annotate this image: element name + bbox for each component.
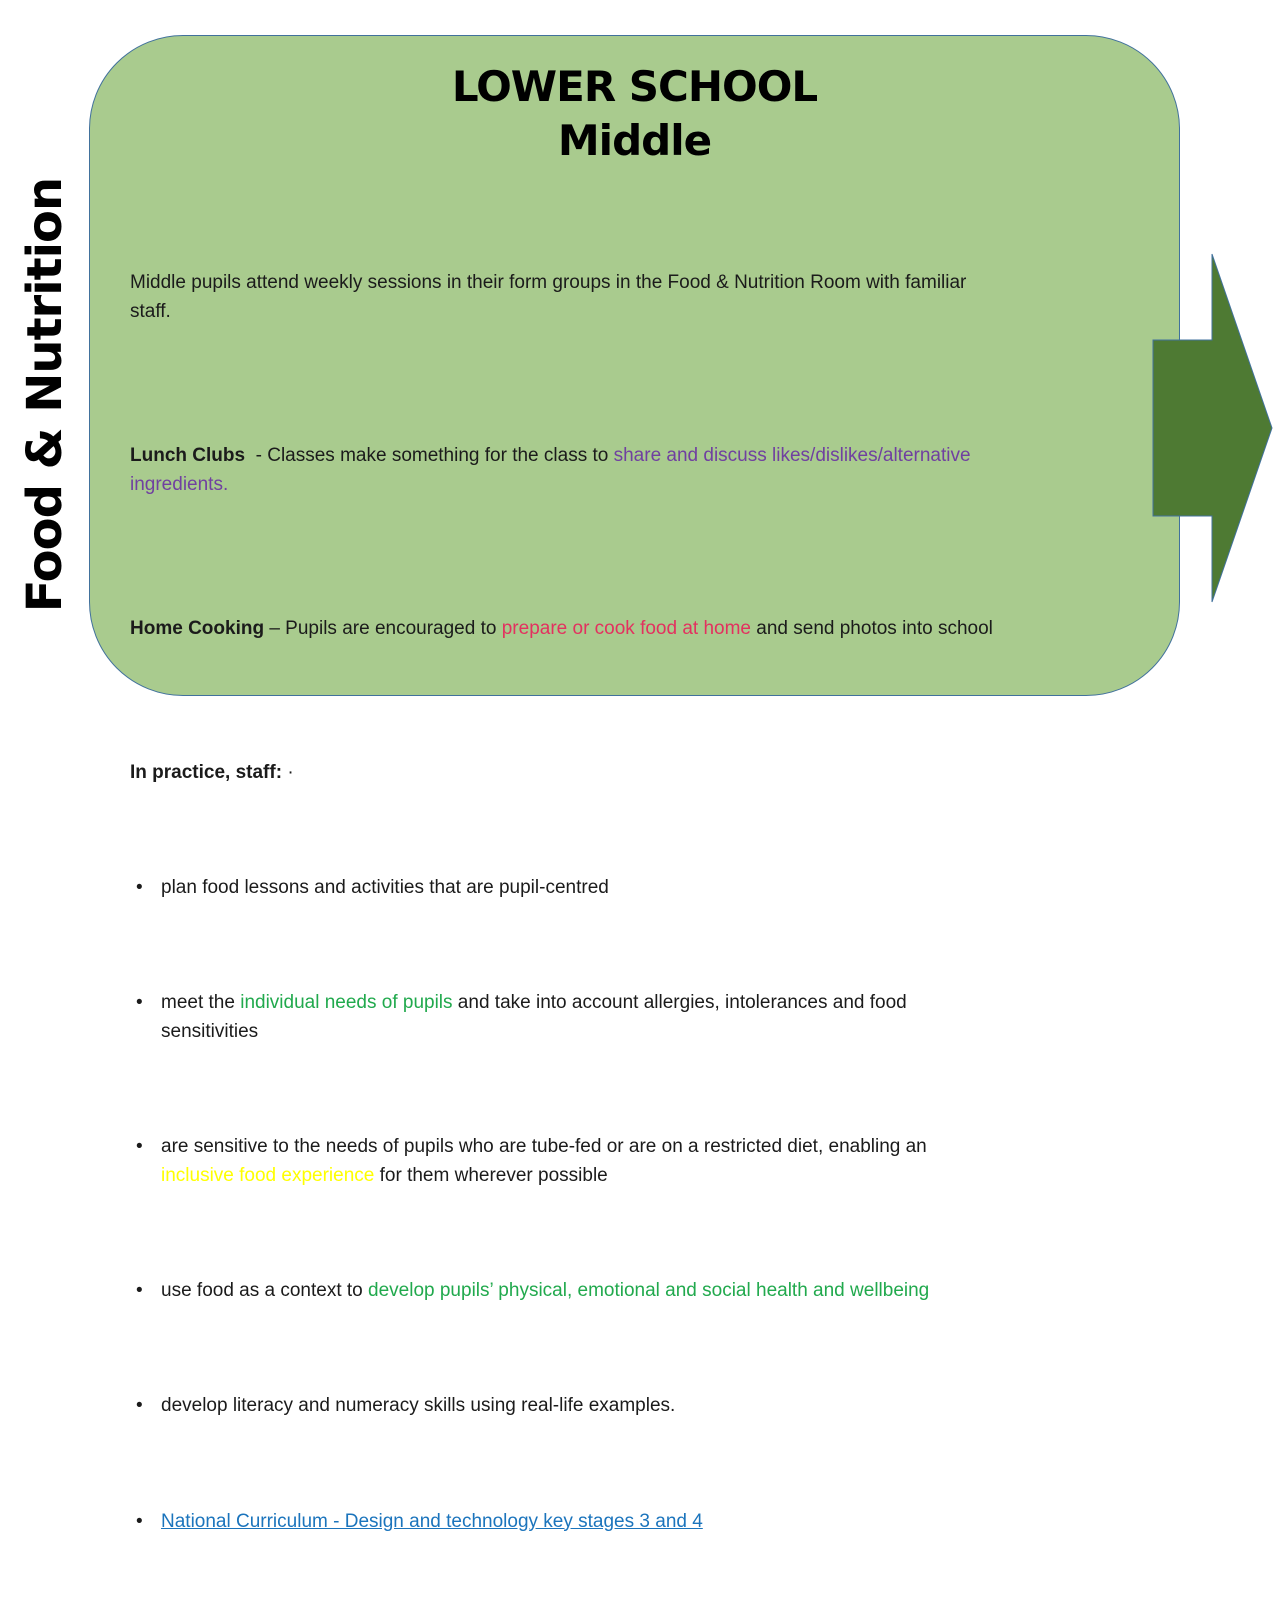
bullet-text-curriculum bbox=[161, 1508, 1155, 1537]
home-cooking-text-end: and send photos into school bbox=[751, 617, 993, 639]
paragraph-lunch-clubs bbox=[130, 442, 1155, 500]
paragraph-home-cooking bbox=[130, 615, 1155, 644]
home-cooking-highlight: prepare or cook food at home bbox=[501, 617, 751, 639]
bullet-item-context bbox=[130, 1277, 1155, 1306]
bullet-text-context bbox=[161, 1277, 1155, 1306]
intro-line2: staff. bbox=[130, 301, 171, 323]
home-cooking-text: – Pupils are encouraged to bbox=[264, 617, 502, 639]
home-cooking-heading: Home Cooking bbox=[130, 617, 265, 639]
needs-highlight: individual needs of pupils bbox=[240, 992, 453, 1014]
in-practice-trailing-dot: · bbox=[282, 761, 294, 783]
bullet-item-literacy bbox=[130, 1392, 1155, 1421]
bullet-text-needs bbox=[161, 989, 1155, 1047]
bullet-text-sensitive bbox=[161, 1133, 1155, 1191]
bullet-marker: • bbox=[136, 992, 143, 1014]
slide-body bbox=[130, 183, 1155, 1623]
bullet-marker: • bbox=[136, 1510, 143, 1532]
lunch-clubs-text: - Classes make something for the class to bbox=[245, 445, 614, 467]
lunch-clubs-heading: Lunch Clubs bbox=[130, 445, 246, 467]
slide-title-line1: LOWER SCHOOL bbox=[451, 62, 818, 111]
sensitive-line1: are sensitive to the needs of pupils who are tube-fed or are on a restricted diet, enabling an bbox=[161, 1136, 927, 1158]
bullet-item-curriculum bbox=[130, 1508, 1155, 1537]
slide-title bbox=[90, 36, 1179, 168]
bullet-text-plan: plan food lessons and activities that are pupil-centred bbox=[161, 877, 609, 899]
in-practice-heading: In practice, staff: bbox=[130, 761, 283, 783]
bullet-marker: • bbox=[136, 1136, 143, 1158]
vertical-slide-label: Food & Nutrition bbox=[17, 177, 73, 613]
lunch-clubs-highlight-line2: ingredients. bbox=[130, 473, 229, 495]
bullet-marker: • bbox=[136, 877, 143, 899]
bullet-item-sensitive bbox=[130, 1133, 1155, 1191]
paragraph-intro bbox=[130, 269, 1155, 327]
intro-line1: Middle pupils attend weekly sessions in their form groups in the Food & Nutrition Room with familiar bbox=[130, 272, 967, 294]
lunch-clubs-highlight-line1: share and discuss likes/dislikes/alternative bbox=[613, 445, 971, 467]
context-pre: use food as a context to bbox=[161, 1280, 369, 1302]
national-curriculum-link[interactable]: National Curriculum - Design and technology key stages 3 and 4 bbox=[161, 1510, 703, 1532]
sensitive-post: for them wherever possible bbox=[374, 1165, 608, 1187]
needs-line2: sensitivities bbox=[161, 1021, 259, 1043]
bullet-item-needs bbox=[130, 989, 1155, 1047]
bullet-item-plan bbox=[130, 874, 1155, 903]
needs-pre: meet the bbox=[161, 992, 241, 1014]
bullet-marker: • bbox=[136, 1395, 143, 1417]
slide-title-line2: Middle bbox=[557, 115, 712, 165]
paragraph-in-practice-heading bbox=[130, 759, 1155, 788]
content-panel bbox=[89, 35, 1180, 1532]
bullet-text-literacy: develop literacy and numeracy skills using real-life examples. bbox=[161, 1395, 676, 1417]
context-highlight: develop pupils’ physical, emotional and social health and wellbeing bbox=[368, 1280, 930, 1302]
bullet-marker: • bbox=[136, 1280, 143, 1302]
sensitive-highlight: inclusive food experience bbox=[161, 1165, 375, 1187]
needs-post: and take into account allergies, intolerances and food bbox=[452, 992, 907, 1014]
